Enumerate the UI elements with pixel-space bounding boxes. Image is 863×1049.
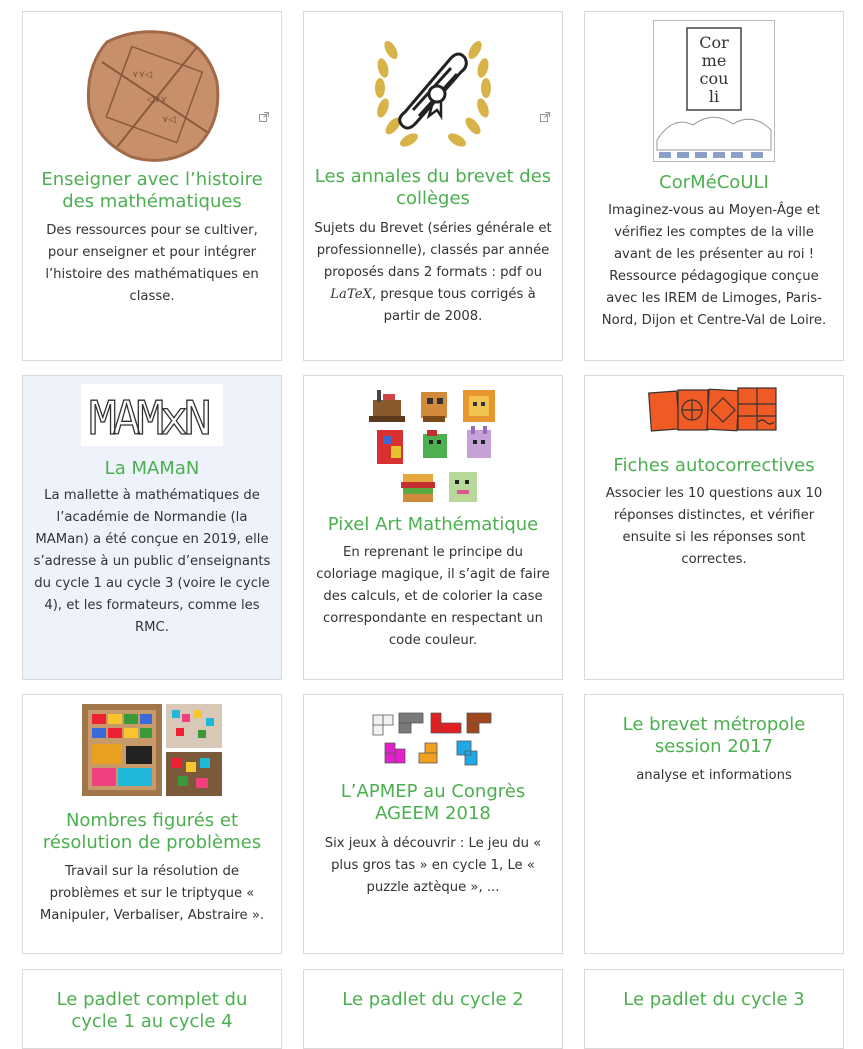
pixel-art-image bbox=[304, 386, 562, 506]
svg-text:⋎⋎◁: ⋎⋎◁ bbox=[132, 70, 153, 80]
external-link-icon[interactable] bbox=[540, 112, 550, 122]
puzzle-cubes-image bbox=[304, 705, 562, 769]
logo-line: me bbox=[701, 51, 727, 70]
card-padlet-cycle-2[interactable] bbox=[303, 969, 563, 1049]
card-nombres-figures[interactable] bbox=[22, 694, 282, 954]
card-title[interactable]: L’APMEP au Congrès AGEEM 2018 bbox=[340, 781, 526, 824]
card-text: Imaginez-vous au Moyen-Âge et vérifiez les comptes de la ville avant de les présenter au roi ! Ressource pédagogique conçue avec les IREM de Limoges, Paris-Nord, Dijon et Centre-Val de Loire. bbox=[601, 203, 827, 328]
card-title[interactable]: Le padlet du cycle 2 bbox=[342, 989, 524, 1010]
card-cormecouli[interactable] bbox=[584, 11, 844, 361]
card-title[interactable]: Nombres figurés et résolution de problèmes bbox=[42, 810, 262, 853]
card-text: Sujets du Brevet (séries générale et professionnelle), classés par année proposés dans 2 formats : pdf ou LaTeX, presque tous corrigés à partir de 2008. bbox=[314, 221, 552, 324]
card-title[interactable]: CorMéCoULI bbox=[659, 172, 769, 193]
manipulation-photo bbox=[23, 704, 281, 796]
card-text: Six jeux à découvrir : Le jeu du « plus gros tas » en cycle 1, Le « puzzle aztèque », ... bbox=[324, 836, 542, 895]
card-text: En reprenant le principe du coloriage magique, il s’agit de faire des calculs, et de colorier la case correspondante en respectant un code couleur. bbox=[316, 545, 550, 648]
svg-text:MAMxN: MAMxN bbox=[89, 391, 208, 445]
logo-line: cou bbox=[699, 69, 729, 88]
clay-tablet-image bbox=[23, 22, 281, 167]
card-title[interactable]: Enseigner avec l’histoire des mathématiques bbox=[41, 169, 263, 212]
svg-text:◁⋎⋎: ◁⋎⋎ bbox=[147, 95, 168, 105]
card-padlet-complet[interactable] bbox=[22, 969, 282, 1049]
card-title[interactable]: Pixel Art Mathématique bbox=[327, 514, 539, 535]
latex-logo: LaTeX bbox=[330, 287, 372, 302]
card-text: Associer les 10 questions aux 10 réponses distinctes, et vérifier ensuite si les réponses sont correctes. bbox=[605, 486, 823, 567]
card-apmep-ageem[interactable] bbox=[303, 694, 563, 954]
card-annales-brevet[interactable] bbox=[303, 11, 563, 361]
card-text: Des ressources pour se cultiver, pour enseigner et pour intégrer l’histoire des mathématiques en classe. bbox=[45, 223, 259, 304]
card-title[interactable]: Le brevet métropole session 2017 bbox=[622, 714, 806, 757]
card-pixel-art[interactable] bbox=[303, 375, 563, 680]
cormecouli-logo bbox=[585, 20, 843, 162]
card-title[interactable]: Le padlet complet du cycle 1 au cycle 4 bbox=[56, 989, 248, 1032]
card-title[interactable]: Le padlet du cycle 3 bbox=[623, 989, 805, 1010]
logo-line: Cor bbox=[699, 33, 729, 52]
card-text: analyse et informations bbox=[636, 768, 792, 783]
card-title[interactable]: La MAMaN bbox=[104, 458, 200, 479]
laurel-diploma-icon bbox=[304, 20, 562, 160]
card-title[interactable]: Les annales du brevet des collèges bbox=[314, 166, 552, 209]
card-maman[interactable] bbox=[22, 375, 282, 680]
external-link-icon[interactable] bbox=[259, 112, 269, 122]
card-text: La mallette à mathématiques de l’académie de Normandie (la MAMan) a été conçue en 2019, elle s’adresse à un public d’enseignants du cycle 1 au cycle 3 (voire le cycle 4), et les formateurs, comme les RMC. bbox=[33, 488, 271, 635]
svg-text:⋎◁: ⋎◁ bbox=[162, 115, 176, 125]
puzzle-pieces-image bbox=[585, 384, 843, 440]
card-text: Travail sur la résolution de problèmes et sur le triptyque « Manipuler, Verbaliser, Abstraire ». bbox=[39, 864, 265, 923]
card-histoire-maths[interactable] bbox=[22, 11, 282, 361]
card-fiches-autocorrectives[interactable] bbox=[584, 375, 844, 680]
logo-line: li bbox=[708, 87, 720, 106]
card-brevet-2017[interactable] bbox=[584, 694, 844, 954]
maman-logo bbox=[23, 384, 281, 446]
card-title[interactable]: Fiches autocorrectives bbox=[613, 455, 815, 476]
card-padlet-cycle-3[interactable] bbox=[584, 969, 844, 1049]
